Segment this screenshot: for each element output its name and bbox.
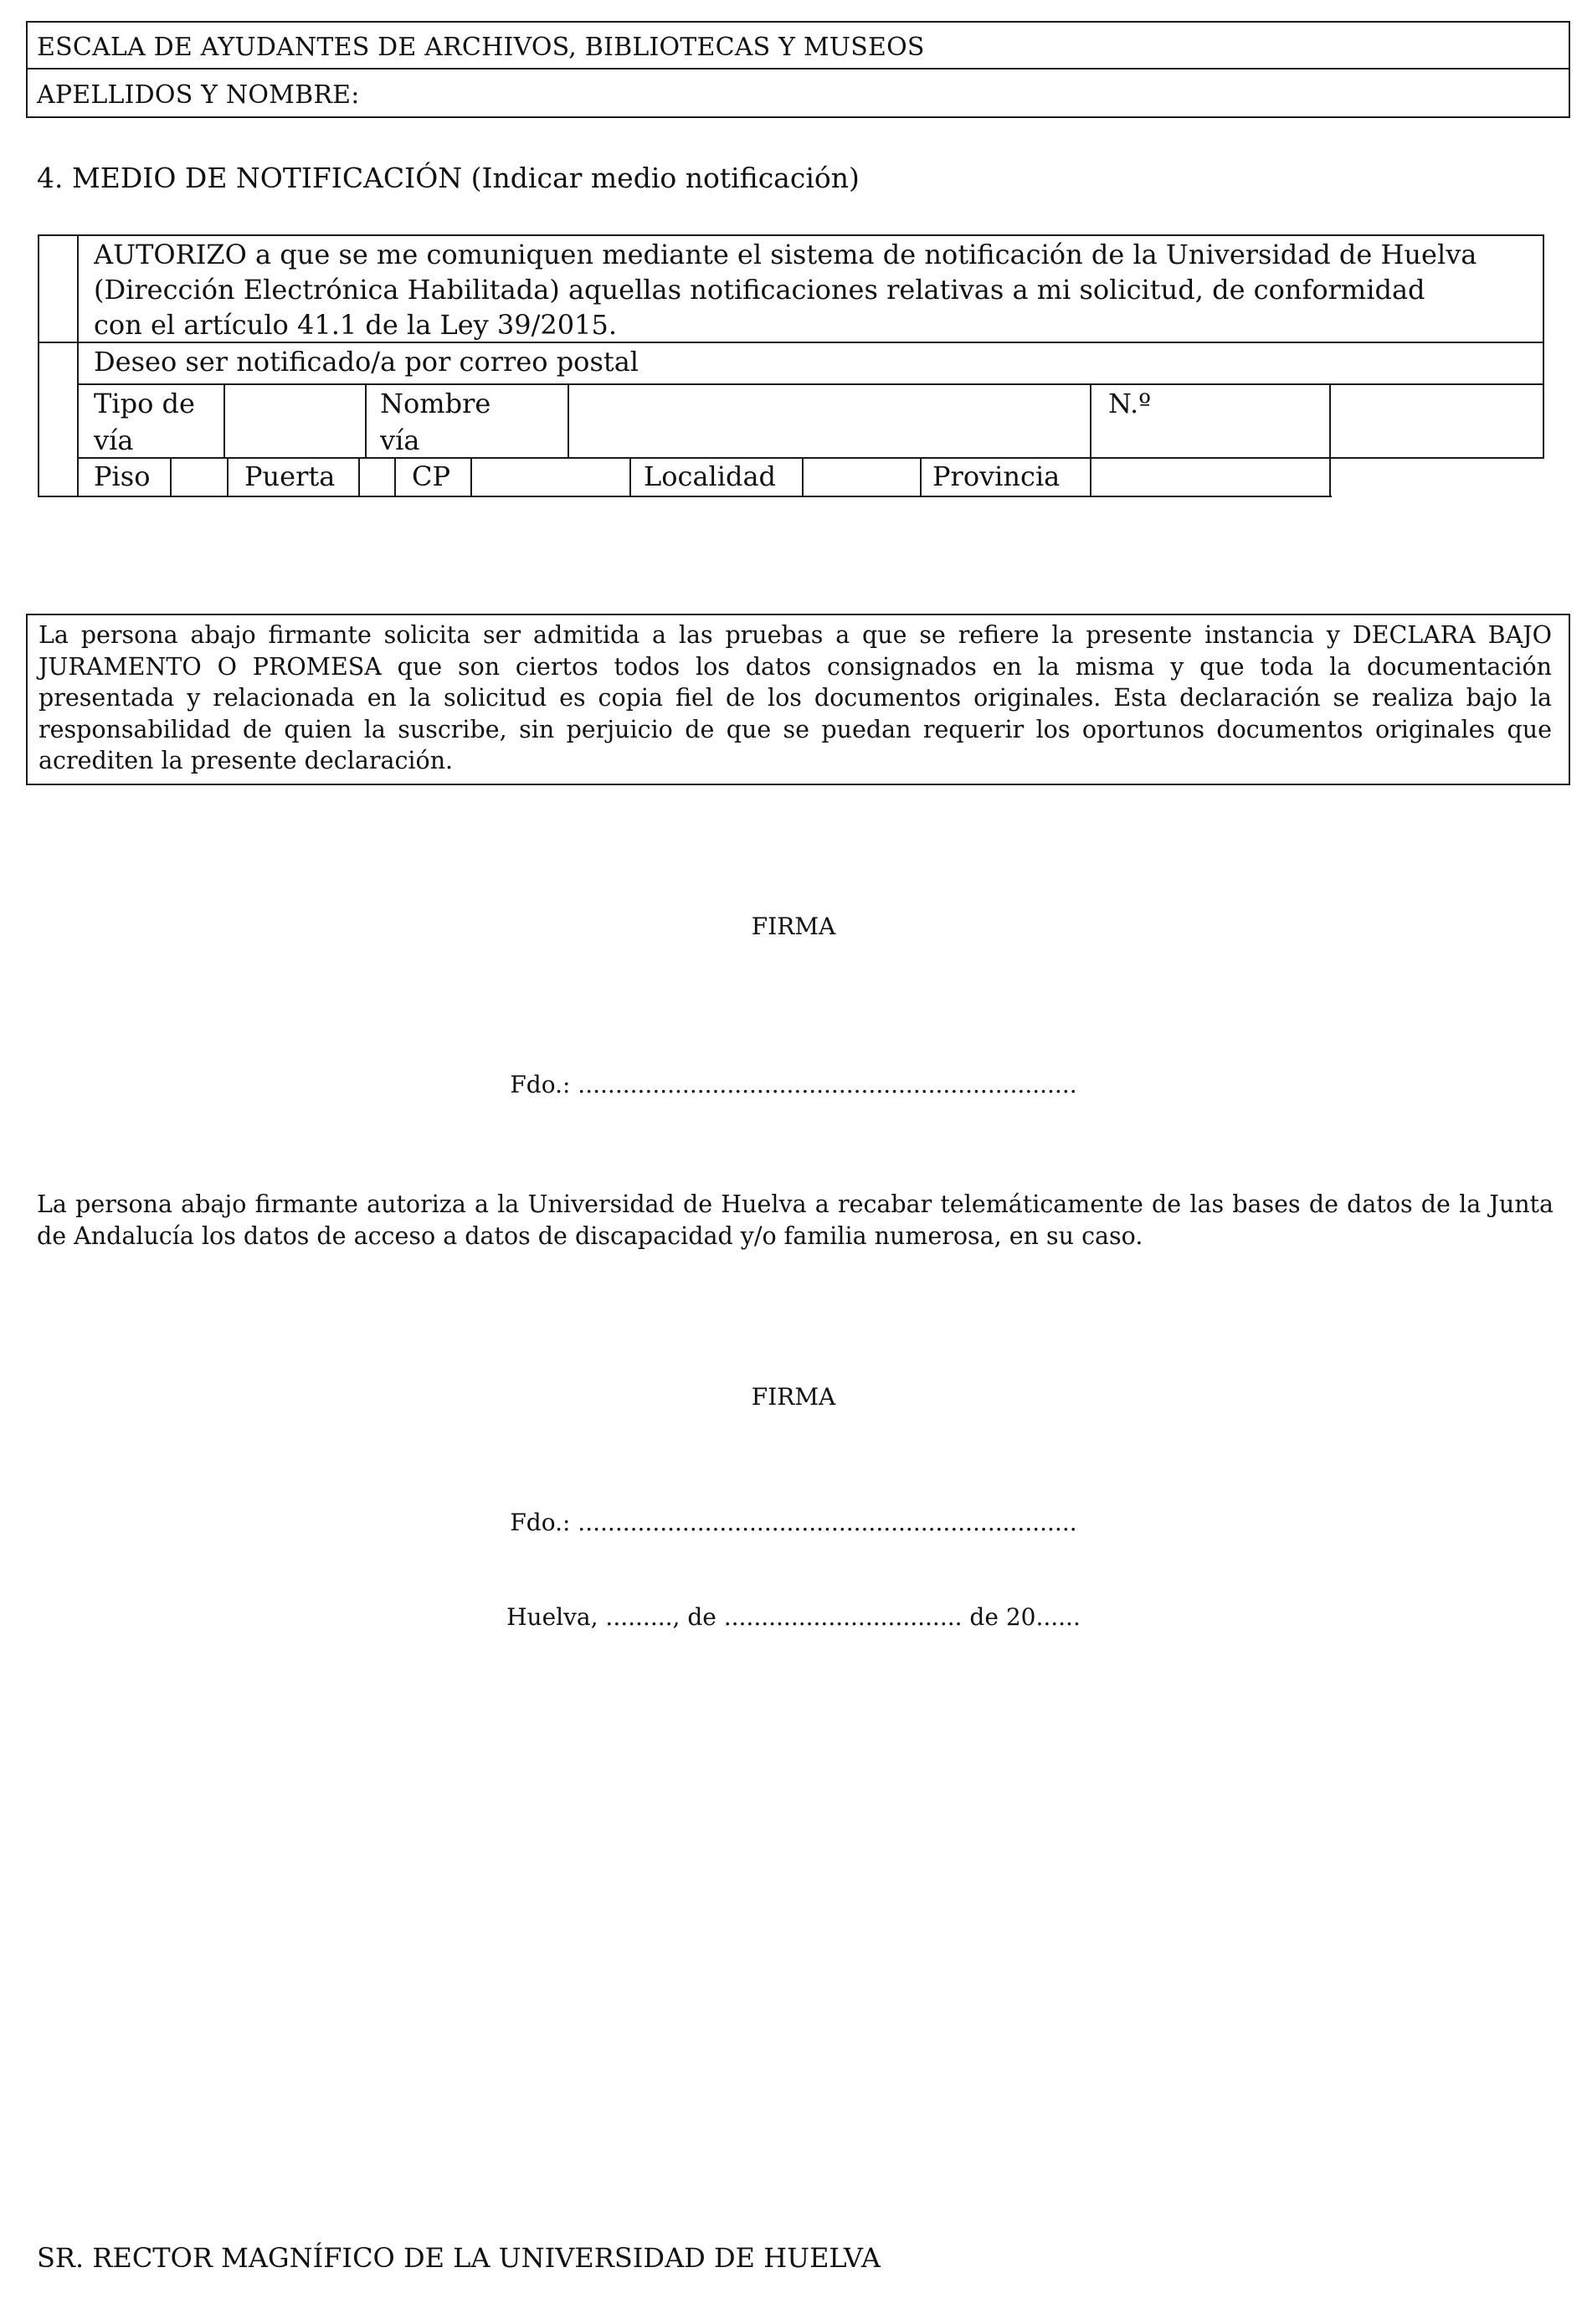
signature-line-2[interactable]: Fdo.: ................................................................... — [510, 1509, 1077, 1536]
electronic-line-3: con el artículo 41.1 de la Ley 39/2015. — [94, 309, 618, 341]
section-title-notification: 4. MEDIO DE NOTIFICACIÓN (Indicar medio notificación) — [37, 162, 860, 194]
electronic-line-2: (Dirección Electrónica Habilitada) aquellas notificaciones relativas a mi solicitud, de conformidad — [94, 274, 1425, 306]
signature-label-1: FIRMA — [751, 913, 836, 940]
provincia-field[interactable] — [1092, 459, 1328, 495]
table-bottom-border — [38, 496, 1332, 497]
name-label: APELLIDOS Y NOMBRE: — [37, 80, 360, 110]
col-divider — [170, 457, 172, 496]
col-divider — [223, 383, 225, 458]
scale-title: ESCALA DE AYUDANTES DE ARCHIVOS, BIBLIOTECAS Y MUSEOS — [37, 33, 925, 62]
puerta-label: Puerta — [244, 460, 336, 492]
numero-field[interactable] — [1332, 385, 1541, 456]
col-divider — [365, 383, 367, 458]
nombre-via-label-line1: Nombre — [380, 388, 491, 419]
col-divider — [470, 457, 472, 496]
tipo-via-label-line1: Tipo de — [94, 388, 195, 419]
col-divider — [227, 457, 229, 496]
header-divider — [26, 68, 1570, 69]
signature-line-1[interactable]: Fdo.: ................................................................... — [510, 1071, 1077, 1098]
numero-label: N.º — [1108, 388, 1152, 419]
col-divider — [568, 383, 569, 458]
provincia-label: Provincia — [932, 460, 1061, 492]
electronic-line-1: AUTORIZO a que se me comuniquen mediante el sistema de notificación de la Universidad de Huelva — [94, 239, 1477, 270]
authorization-text: La persona abajo firmante autoriza a la Universidad de Huelva a recabar telemáticamente de las bases de datos de la Junta de Andalucía los datos de acceso a datos de discapacidad y/o familia numerosa, en su caso. — [37, 1190, 1554, 1250]
col-divider — [1090, 383, 1091, 496]
place-date-line[interactable]: Huelva, ........., de ................................ de 20...... — [506, 1603, 1081, 1631]
localidad-field[interactable] — [804, 459, 919, 495]
col-divider — [1329, 383, 1331, 496]
tipo-via-field[interactable] — [226, 385, 364, 456]
tipo-via-label-line2: vía — [94, 424, 134, 456]
nombre-via-label-line2: vía — [380, 424, 420, 456]
addressee: SR. RECTOR MAGNÍFICO DE LA UNIVERSIDAD DE HUELVA — [37, 2242, 881, 2274]
electronic-notification-checkbox[interactable] — [39, 236, 76, 341]
nombre-via-label — [380, 385, 490, 459]
electronic-notification-text — [94, 236, 1542, 341]
postal-notification-checkbox[interactable] — [39, 343, 76, 496]
puerta-field[interactable] — [361, 459, 393, 495]
nombre-via-field[interactable] — [570, 385, 1089, 456]
col-divider — [394, 457, 396, 496]
col-divider — [920, 457, 922, 496]
localidad-label: Localidad — [644, 460, 777, 492]
cp-label: CP — [412, 460, 451, 492]
signature-label-2: FIRMA — [751, 1383, 836, 1411]
piso-field[interactable] — [172, 459, 226, 495]
cp-field[interactable] — [473, 459, 629, 495]
col-divider — [802, 457, 804, 496]
declaration-text: La persona abajo firmante solicita ser admitida a las pruebas a que se refiere la presente instancia y DECLARA BAJO JURAMENTO O PROMESA que son ciertos todos los datos consignados en la misma y que toda la documentación presentada y relacionada en la solicitud es copia fiel de los documentos originales. Esta declaración se realiza bajo la responsabilidad de quien la suscribe, sin perjuicio de que se puedan requerir los oportunos documentos originales que acrediten la presente declaración. — [39, 621, 1552, 774]
piso-label: Piso — [94, 460, 151, 492]
col-divider — [358, 457, 360, 496]
col-divider — [629, 457, 631, 496]
tipo-via-label — [94, 385, 195, 459]
name-field[interactable] — [385, 72, 1557, 114]
table-right-border — [1543, 234, 1544, 459]
postal-notification-label: Deseo ser notificado/a por correo postal — [94, 346, 639, 378]
